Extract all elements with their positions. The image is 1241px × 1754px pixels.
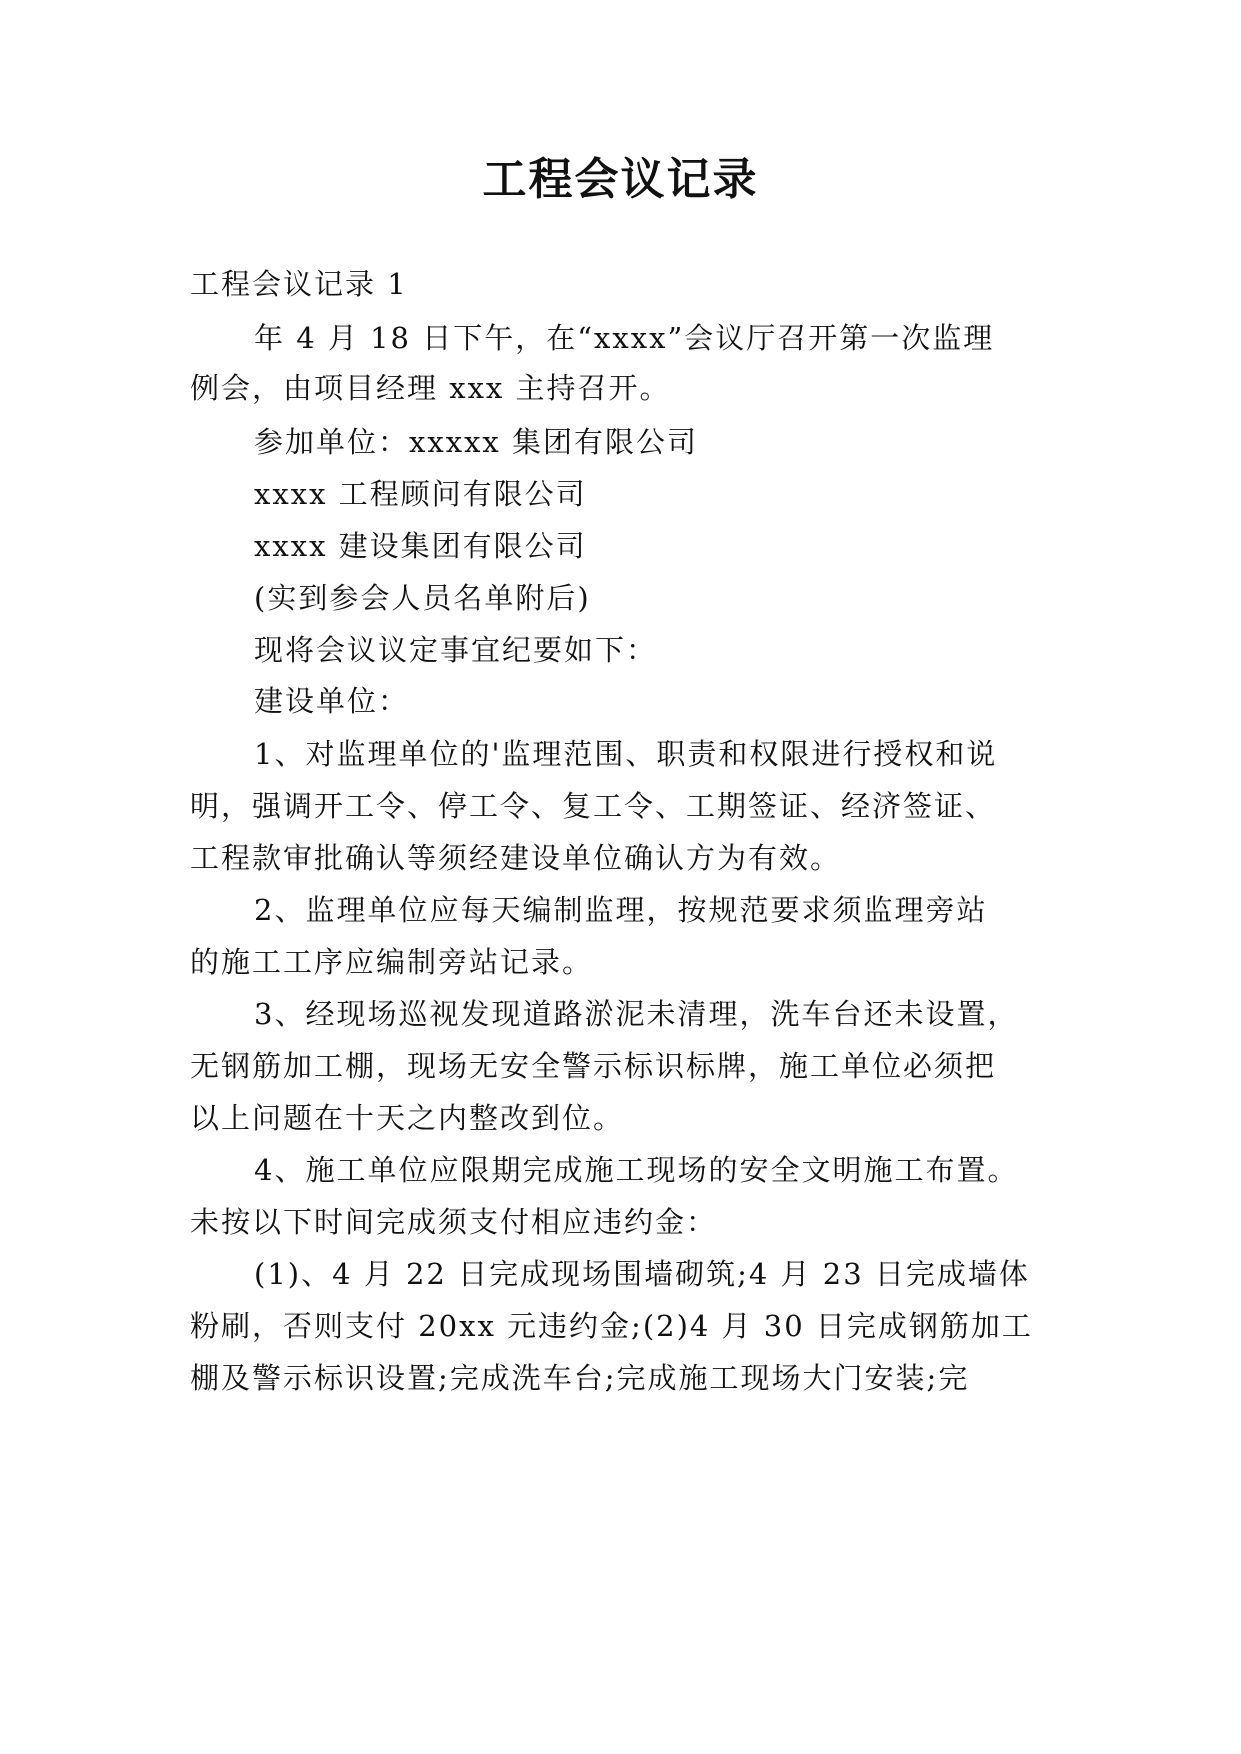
paragraph-line: 例会，由项目经理 xxx 主持召开。 — [190, 371, 671, 405]
paragraph-line: 建设单位： — [254, 684, 410, 718]
paragraph-line: 棚及警示标识设置;完成洗车台;完成施工现场大门安装;完 — [190, 1361, 970, 1395]
paragraph-line: (实到参会人员名单附后) — [254, 581, 591, 615]
paragraph-line: 3、经现场巡视发现道路淤泥未清理，洗车台还未设置， — [254, 997, 1019, 1031]
paragraph-line: 年 4 月 18 日下午，在“xxxx”会议厅召开第一次监理 — [254, 321, 995, 355]
paragraph-line: 粉刷，否则支付 20xx 元违约金;(2)4 月 30 日完成钢筋加工 — [190, 1309, 1033, 1343]
paragraph-line: 现将会议议定事宜纪要如下： — [254, 633, 658, 667]
paragraph-line: 的施工工序应编制旁站记录。 — [190, 945, 594, 979]
paragraph-line: 以上问题在十天之内整改到位。 — [190, 1101, 625, 1135]
paragraph-line: (1)、4 月 22 日完成现场围墙砌筑;4 月 23 日完成墙体 — [254, 1257, 1030, 1291]
paragraph-line: 明，强调开工令、停工令、复工令、工期签证、经济签证、 — [190, 789, 997, 823]
paragraph-line: xxxx 建设集团有限公司 — [254, 529, 587, 563]
paragraph-line: 2、监理单位应每天编制监理，按规范要求须监理旁站 — [254, 893, 988, 927]
document-title: 工程会议记录 — [482, 154, 759, 205]
section-heading: 工程会议记录 1 — [190, 267, 408, 301]
paragraph-line: 4、施工单位应限期完成施工现场的安全文明施工布置。 — [254, 1153, 1019, 1187]
paragraph-line: 无钢筋加工棚，现场无安全警示标识标牌，施工单位必须把 — [190, 1049, 997, 1083]
paragraph-line: 1、对监理单位的'监理范围、职责和权限进行授权和说 — [254, 737, 998, 771]
paragraph-line: xxxx 工程顾问有限公司 — [254, 477, 587, 511]
paragraph-line: 未按以下时间完成须支付相应违约金： — [190, 1205, 718, 1239]
paragraph-line: 参加单位：xxxxx 集团有限公司 — [254, 425, 698, 459]
paragraph-line: 工程款审批确认等须经建设单位确认方为有效。 — [190, 841, 842, 875]
